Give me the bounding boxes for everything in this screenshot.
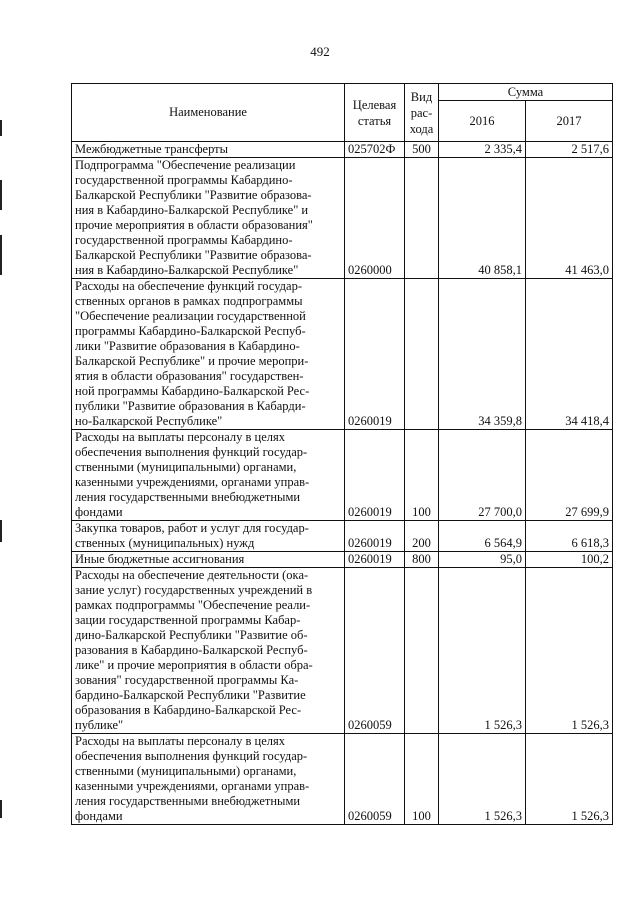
row-name-line: прочие мероприятия в области образования" <box>75 218 313 232</box>
table-row <box>72 521 613 552</box>
header-code <box>345 84 405 142</box>
row-sum-2016: 1 526,3 <box>439 734 526 825</box>
row-sum-2017: 2 517,6 <box>526 142 613 158</box>
row-name-line: Балкарской Республики "Развитие образова- <box>75 188 312 202</box>
table-row <box>72 158 613 279</box>
row-name <box>72 521 345 552</box>
row-name-line: Расходы на обеспечение функций государ- <box>75 279 302 293</box>
row-expense-type: 500 <box>405 142 439 158</box>
page-number: 492 <box>310 44 330 59</box>
row-name-line: публике" <box>75 718 124 732</box>
header-type-line2: рас- <box>410 105 433 120</box>
row-name-line: Расходы на выплаты персоналу в целях <box>75 430 285 444</box>
row-expense-type: 800 <box>405 552 439 568</box>
table-row <box>72 142 613 158</box>
table-row <box>72 279 613 430</box>
row-target-code: 025702Ф <box>345 142 405 158</box>
row-name-line: ственных (муниципальных) нужд <box>75 536 255 550</box>
row-target-code: 0260059 <box>345 568 405 734</box>
row-name-line: разования в Кабардино-Балкарской Респуб- <box>75 643 308 657</box>
row-target-code: 0260019 <box>345 521 405 552</box>
row-name <box>72 158 345 279</box>
row-name-line: ной программы Кабардино-Балкарской Рес- <box>75 384 310 398</box>
row-name-line: но-Балкарской Республике" <box>75 414 223 428</box>
row-name-line: казенными учреждениями, органами управ- <box>75 779 310 793</box>
header-type-line3: хода <box>409 121 434 136</box>
row-name <box>72 734 345 825</box>
row-name-line: зации государственной программы Кабар- <box>75 613 301 627</box>
row-name-line: государственной программы Кабардино- <box>75 233 293 247</box>
row-expense-type: 200 <box>405 521 439 552</box>
row-sum-2016: 95,0 <box>439 552 526 568</box>
row-expense-type: 100 <box>405 430 439 521</box>
budget-table <box>71 83 613 825</box>
row-name-line: казенными учреждениями, органами управ- <box>75 475 310 489</box>
table-row <box>72 552 613 568</box>
row-name-line: лике" и прочие мероприятия в области обра- <box>75 658 313 672</box>
row-sum-2016: 27 700,0 <box>439 430 526 521</box>
row-name-line: Расходы на выплаты персоналу в целях <box>75 734 285 748</box>
row-name-line: Закупка товаров, работ и услуг для государ- <box>75 521 309 535</box>
header-code-line2: статья <box>357 113 392 128</box>
row-name-line: ния в Кабардино-Балкарской Республике" и <box>75 203 309 217</box>
row-sum-2016: 2 335,4 <box>439 142 526 158</box>
scan-margin-marks <box>0 0 4 905</box>
row-name-line: ственными (муниципальными) органами, <box>75 764 297 778</box>
row-sum-2017: 34 418,4 <box>526 279 613 430</box>
row-name-line: ятия в области образования" государствен- <box>75 369 304 383</box>
row-name-line: дино-Балкарской Республики "Развитие об- <box>75 628 308 642</box>
row-name <box>72 430 345 521</box>
table-row <box>72 568 613 734</box>
row-name-line: ния в Кабардино-Балкарской Республике" <box>75 263 299 277</box>
row-target-code: 0260019 <box>345 430 405 521</box>
row-name-line: Межбюджетные трансферты <box>75 142 229 156</box>
row-sum-2016: 6 564,9 <box>439 521 526 552</box>
row-name-line: Иные бюджетные ассигнования <box>75 552 245 566</box>
row-name-line: ственных органов в рамках подпрограммы <box>75 294 303 308</box>
header-name: Наименование <box>72 84 345 142</box>
row-name-line: бардино-Балкарской Республики "Развитие <box>75 688 306 702</box>
row-name <box>72 552 345 568</box>
table-row <box>72 430 613 521</box>
row-target-code: 0260000 <box>345 158 405 279</box>
row-target-code: 0260019 <box>345 552 405 568</box>
row-target-code: 0260059 <box>345 734 405 825</box>
row-sum-2017: 100,2 <box>526 552 613 568</box>
row-name-line: публики "Развитие образования в Кабарди- <box>75 399 306 413</box>
header-type <box>405 84 439 142</box>
row-name-line: зание услуг) государственных учреждений в <box>75 583 313 597</box>
row-name-line: Балкарской Республики "Развитие образова- <box>75 248 312 262</box>
row-sum-2017: 27 699,9 <box>526 430 613 521</box>
row-expense-type <box>405 568 439 734</box>
row-name-line: Расходы на обеспечение деятельности (ока- <box>75 568 309 582</box>
row-expense-type <box>405 158 439 279</box>
row-name-line: "Обеспечение реализации государственной <box>75 309 306 323</box>
row-name-line: ственными (муниципальными) органами, <box>75 460 297 474</box>
row-name <box>72 568 345 734</box>
row-name-line: рамках подпрограммы "Обеспечение реали- <box>75 598 311 612</box>
row-expense-type: 100 <box>405 734 439 825</box>
row-name-line: ления государственными внебюджетными <box>75 794 301 808</box>
header-year-2017: 2017 <box>526 101 613 142</box>
row-sum-2016: 1 526,3 <box>439 568 526 734</box>
table-body <box>72 142 613 825</box>
row-name-line: Балкарской Республике" и прочие меропри- <box>75 354 309 368</box>
row-name-line: государственной программы Кабардино- <box>75 173 293 187</box>
row-name-line: фондами <box>75 809 123 823</box>
row-name-line: лики "Развитие образования в Кабардино- <box>75 339 300 353</box>
row-name-line: ления государственными внебюджетными <box>75 490 301 504</box>
row-sum-2016: 40 858,1 <box>439 158 526 279</box>
row-name <box>72 142 345 158</box>
row-expense-type <box>405 279 439 430</box>
row-sum-2016: 34 359,8 <box>439 279 526 430</box>
row-sum-2017: 41 463,0 <box>526 158 613 279</box>
table-row <box>72 734 613 825</box>
header-sum: Сумма <box>439 84 613 101</box>
row-name-line: обеспечения выполнения функций государ- <box>75 749 308 763</box>
header-code-line1: Целевая <box>352 97 397 112</box>
row-sum-2017: 1 526,3 <box>526 734 613 825</box>
table-header <box>72 84 613 142</box>
row-name-line: фондами <box>75 505 123 519</box>
row-name-line: программы Кабардино-Балкарской Респуб- <box>75 324 306 338</box>
row-name-line: Подпрограмма "Обеспечение реализации <box>75 158 296 172</box>
header-type-line1: Вид <box>410 89 433 104</box>
row-sum-2017: 6 618,3 <box>526 521 613 552</box>
header-year-2016: 2016 <box>439 101 526 142</box>
row-name-line: зования" государственной программы Ка- <box>75 673 299 687</box>
row-name-line: обеспечения выполнения функций государ- <box>75 445 308 459</box>
row-sum-2017: 1 526,3 <box>526 568 613 734</box>
row-name <box>72 279 345 430</box>
row-name-line: образования в Кабардино-Балкарской Рес- <box>75 703 302 717</box>
row-target-code: 0260019 <box>345 279 405 430</box>
